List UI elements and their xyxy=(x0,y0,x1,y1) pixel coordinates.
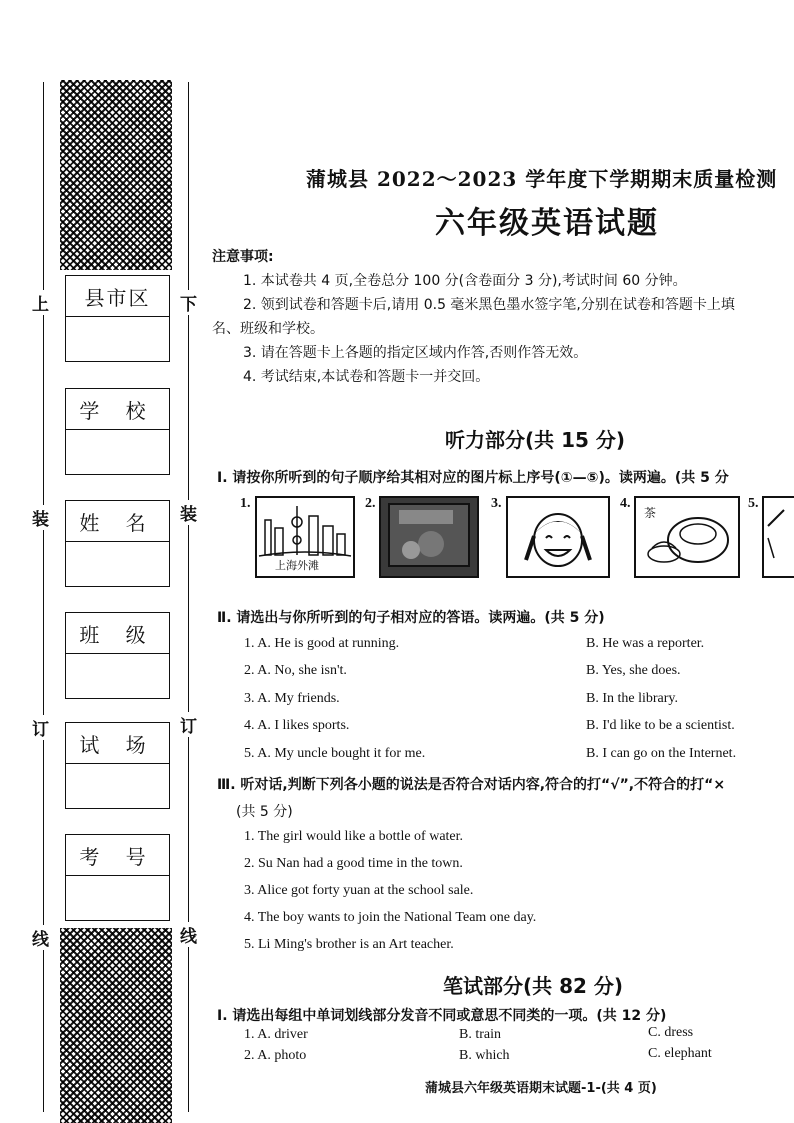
word-option-b: B. which xyxy=(459,1048,510,1063)
exam-number-label: 考 号 xyxy=(66,835,169,876)
page-footer: 蒲城县六年级英语期末试题-1-(共 4 页) xyxy=(425,1081,657,1096)
option-a: 1. A. He is good at running. xyxy=(244,636,400,651)
note-item: 1. 本试卷共 4 页,全卷总分 100 分(含卷面分 3 分),考试时间 60 分钟。 xyxy=(243,273,687,289)
statement-item: 2. Su Nan had a good time in the town. xyxy=(244,856,463,871)
statement-item: 4. The boy wants to join the National Team one day. xyxy=(244,910,537,925)
exam-title: 蒲城县 2022～2023 学年度下学期期末质量检测 xyxy=(306,167,778,191)
note-item: 4. 考试结束,本试卷和答题卡一并交回。 xyxy=(243,369,490,385)
binding-line-right xyxy=(188,82,189,1112)
option-b: B. He was a reporter. xyxy=(586,636,705,651)
side-label-upper: 上 xyxy=(32,290,49,315)
option-a: 5. A. My uncle bought it for me. xyxy=(244,746,426,761)
game-box-icon xyxy=(381,498,477,576)
option-a: 2. A. No, she isn't. xyxy=(244,663,347,678)
written-heading: 笔试部分(共 82 分) xyxy=(443,974,624,998)
picture-caption: 上海外滩 xyxy=(275,559,319,572)
county-field[interactable] xyxy=(65,275,170,362)
name-field[interactable] xyxy=(65,500,170,587)
listening-part2-instruction: Ⅱ. 请选出与你所听到的句子相对应的答语。读两遍。(共 5 分) xyxy=(217,610,605,626)
option-b: B. I'd like to be a scientist. xyxy=(586,718,735,733)
class-field[interactable] xyxy=(65,612,170,699)
statement-item: 5. Li Ming's brother is an Art teacher. xyxy=(244,937,454,952)
picture-number: 3. xyxy=(491,496,502,511)
side-label-ding-left: 订 xyxy=(32,715,49,740)
decorative-pattern-bottom xyxy=(60,928,172,1123)
picture-bund xyxy=(255,496,355,578)
word-option-c: C. dress xyxy=(648,1025,694,1040)
picture-game-box xyxy=(379,496,479,578)
name-label: 姓 名 xyxy=(66,501,169,542)
option-b: B. I can go on the Internet. xyxy=(586,746,737,761)
side-label-zhuang-left: 装 xyxy=(32,505,49,530)
note-item: 名、班级和学校。 xyxy=(212,321,324,337)
listening-heading: 听力部分(共 15 分) xyxy=(445,428,626,452)
pen-icon xyxy=(764,498,794,576)
listening-part3-score: (共 5 分) xyxy=(236,804,293,820)
listening-part1-instruction: Ⅰ. 请按你所听到的句子顺序给其相对应的图片标上序号(①—⑤)。读两遍。(共 5 分 xyxy=(217,470,729,486)
county-label: 县市区 xyxy=(66,276,169,317)
notes-heading: 注意事项: xyxy=(212,249,274,265)
picture-number: 4. xyxy=(620,496,631,511)
exam-number-field[interactable] xyxy=(65,834,170,921)
decorative-pattern-top xyxy=(60,80,172,270)
exam-subtitle: 六年级英语试题 xyxy=(435,206,659,241)
exam-room-label: 试 场 xyxy=(66,723,169,764)
picture-number: 2. xyxy=(365,496,376,511)
side-label-zhuang-right: 装 xyxy=(180,500,197,525)
picture-smiling-girl xyxy=(506,496,610,578)
word-option-a: 1. A. driver xyxy=(244,1027,308,1042)
option-a: 4. A. I likes sports. xyxy=(244,718,350,733)
binding-line-left xyxy=(43,82,44,1112)
note-item: 2. 领到试卷和答题卡后,请用 0.5 毫米黑色墨水签字笔,分别在试卷和答题卡上填 xyxy=(243,297,735,313)
side-label-xian-left: 线 xyxy=(32,925,49,950)
option-b: B. In the library. xyxy=(586,691,679,706)
word-option-c: C. elephant xyxy=(648,1046,712,1061)
picture-number: 5. xyxy=(748,496,759,511)
picture-tea xyxy=(634,496,740,578)
picture-5 xyxy=(762,496,794,578)
option-b: B. Yes, she does. xyxy=(586,663,681,678)
statement-item: 3. Alice got forty yuan at the school sale. xyxy=(244,883,474,898)
class-label: 班 级 xyxy=(66,613,169,654)
side-label-lower: 下 xyxy=(180,290,197,315)
exam-room-field[interactable] xyxy=(65,722,170,809)
girl-face-icon xyxy=(508,498,608,576)
school-field[interactable] xyxy=(65,388,170,475)
word-option-a: 2. A. photo xyxy=(244,1048,307,1063)
side-label-xian-right: 线 xyxy=(180,922,197,947)
listening-part3-instruction: Ⅲ. 听对话,判断下列各小题的说法是否符合对话内容,符合的打“√”,不符合的打“× xyxy=(217,777,726,793)
school-label: 学 校 xyxy=(66,389,169,430)
picture-caption: 茶 xyxy=(644,506,657,520)
side-label-ding-right: 订 xyxy=(180,712,197,737)
note-item: 3. 请在答题卡上各题的指定区域内作答,否则作答无效。 xyxy=(243,345,588,361)
option-a: 3. A. My friends. xyxy=(244,691,340,706)
word-option-b: B. train xyxy=(459,1027,501,1042)
statement-item: 1. The girl would like a bottle of water. xyxy=(244,829,464,844)
picture-number: 1. xyxy=(240,496,251,511)
written-part1-instruction: Ⅰ. 请选出每组中单词划线部分发音不同或意思不同类的一项。(共 12 分) xyxy=(217,1008,667,1024)
